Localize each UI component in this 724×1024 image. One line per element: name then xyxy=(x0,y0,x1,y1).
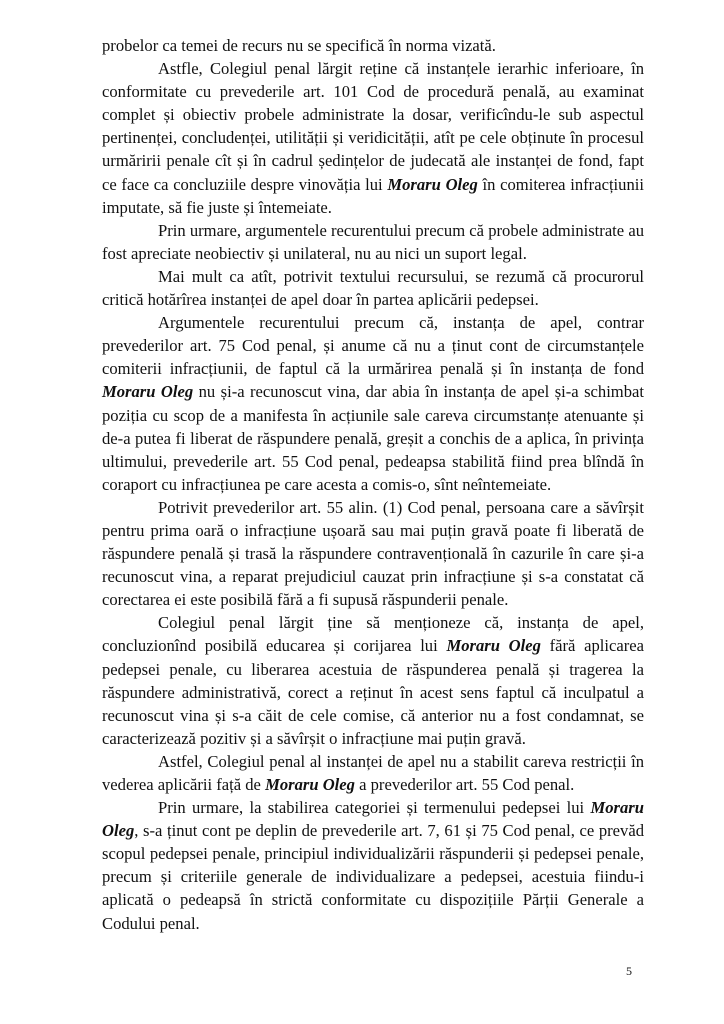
person-name: Moraru Oleg xyxy=(102,382,194,402)
person-name: Moraru Oleg xyxy=(265,775,355,794)
person-name: Moraru Oleg xyxy=(446,636,541,656)
person-name: Moraru Oleg xyxy=(387,174,478,194)
paragraph-text: Potrivit prevederilor art. 55 alin. (1) Cod penal, persoana care a săvîrșit pentru prima oară o infracțiune ușoară sau mai puțin gravă poate fi liberată de răspundere penală și trasă la răspundere contravențională în cazurile în care și-a recunoscut vina, a reparat prejudiciul cauzat prin infracțiune și s-a constatat că corectarea ei este posibilă fără a fi supusă răspunderii penale. xyxy=(102,497,644,610)
paragraph-text: probelor ca temei de recurs nu se specifică în norma vizată. xyxy=(102,36,496,55)
paragraph xyxy=(102,796,644,935)
document-body xyxy=(102,34,644,935)
person-name: Moraru Oleg xyxy=(102,798,644,841)
paragraph-text: Prin urmare, la stabilirea categoriei și termenului pedepsei lui xyxy=(158,798,591,818)
paragraph-text: Prin urmare, argumentele recurentului precum că probele administrate au fost apreciate neobiectiv și unilateral, nu au nici un suport legal. xyxy=(102,220,644,263)
paragraph-text: Astfel, Colegiul penal al instanței de apel nu a stabilit careva restricții în vederea aplicării față de xyxy=(102,751,644,794)
paragraph xyxy=(102,219,644,265)
paragraph xyxy=(102,34,644,57)
paragraph xyxy=(102,496,644,611)
paragraph-text: Mai mult ca atît, potrivit textului recursului, se rezumă că procurorul critică hotărîrea instanței de apel doar în partea aplicării pedepsei. xyxy=(102,266,644,310)
paragraph-text: în comiterea infracțiunii imputate, să fie juste și întemeiate. xyxy=(102,174,644,217)
paragraph-text: a prevederilor art. 55 Cod penal. xyxy=(354,775,575,794)
paragraph-text: Astfle, Colegiul penal lărgit reține că instanțele ierarhic inferioare, în conformitate cu prevederile art. 101 Cod de procedură penală, au examinat complet și obiectiv probele administrate la dosar, verificîndu-le sub aspectul pertinenței, concludenței, utilității și veridicității, atît pe cele obținute în procesul urmăririi penale cît și în cadrul ședințelor de judecată ale instanței de fond, fapt ce face ca concluziile despre vinovăția lui xyxy=(102,59,644,194)
paragraph xyxy=(102,311,644,496)
paragraph xyxy=(102,57,644,219)
paragraph xyxy=(102,611,644,750)
paragraph-text: fără aplicarea pedepsei penale, cu liberarea acestuia de răspunderea penală și tragerea la răspundere administrativă, corect a reținut în acest sens faptul că inculpatul a recunoscut vina și s-a căit de cele comise, că anterior nu a fost condamnat, se caracterizează pozitiv și a săvîrșit o infracțiune mai puțin gravă. xyxy=(102,636,644,748)
paragraph xyxy=(102,750,644,796)
page-number: 5 xyxy=(626,964,632,978)
paragraph-text: Argumentele recurentului precum că, instanța de apel, contrar prevederilor art. 75 Cod penal, și anume că nu a ținut cont de circumstanțele comiterii infracțiunii, de faptul că la urmărirea penală și în instanța de fond xyxy=(102,313,644,379)
paragraph-text: nu și-a recunoscut vina, dar abia în instanța de apel și-a schimbat poziția cu scop de a manifesta în acțiunile sale careva circumstanțe atenuante și de-a putea fi liberat de răspundere penală, greșit a conchis de a aplica, în privința ultimului, prevederile art. 55 Cod penal, pedeapsa stabilită fiind prea blîndă în coraport cu infracțiunea pe care acesta a comis-o, sînt neîntemeiate. xyxy=(102,382,644,494)
paragraph xyxy=(102,265,644,311)
paragraph-text: Colegiul penal lărgit ține să menționeze că, instanța de apel, concluzionînd posibilă educarea și corijarea lui xyxy=(102,613,644,656)
paragraph-text: , s-a ținut cont pe deplin de prevederile art. 7, 61 și 75 Cod penal, ce prevăd scopul pedepsei penale, principiul individualizării răspunderii și pedepsei penale, precum și criteriile generale de individualizare a pedepsei, acestuia fiindu-i aplicată o pedeapsă în strictă conformitate cu dispozițiile Părții Generale a Codului penal. xyxy=(102,821,644,933)
